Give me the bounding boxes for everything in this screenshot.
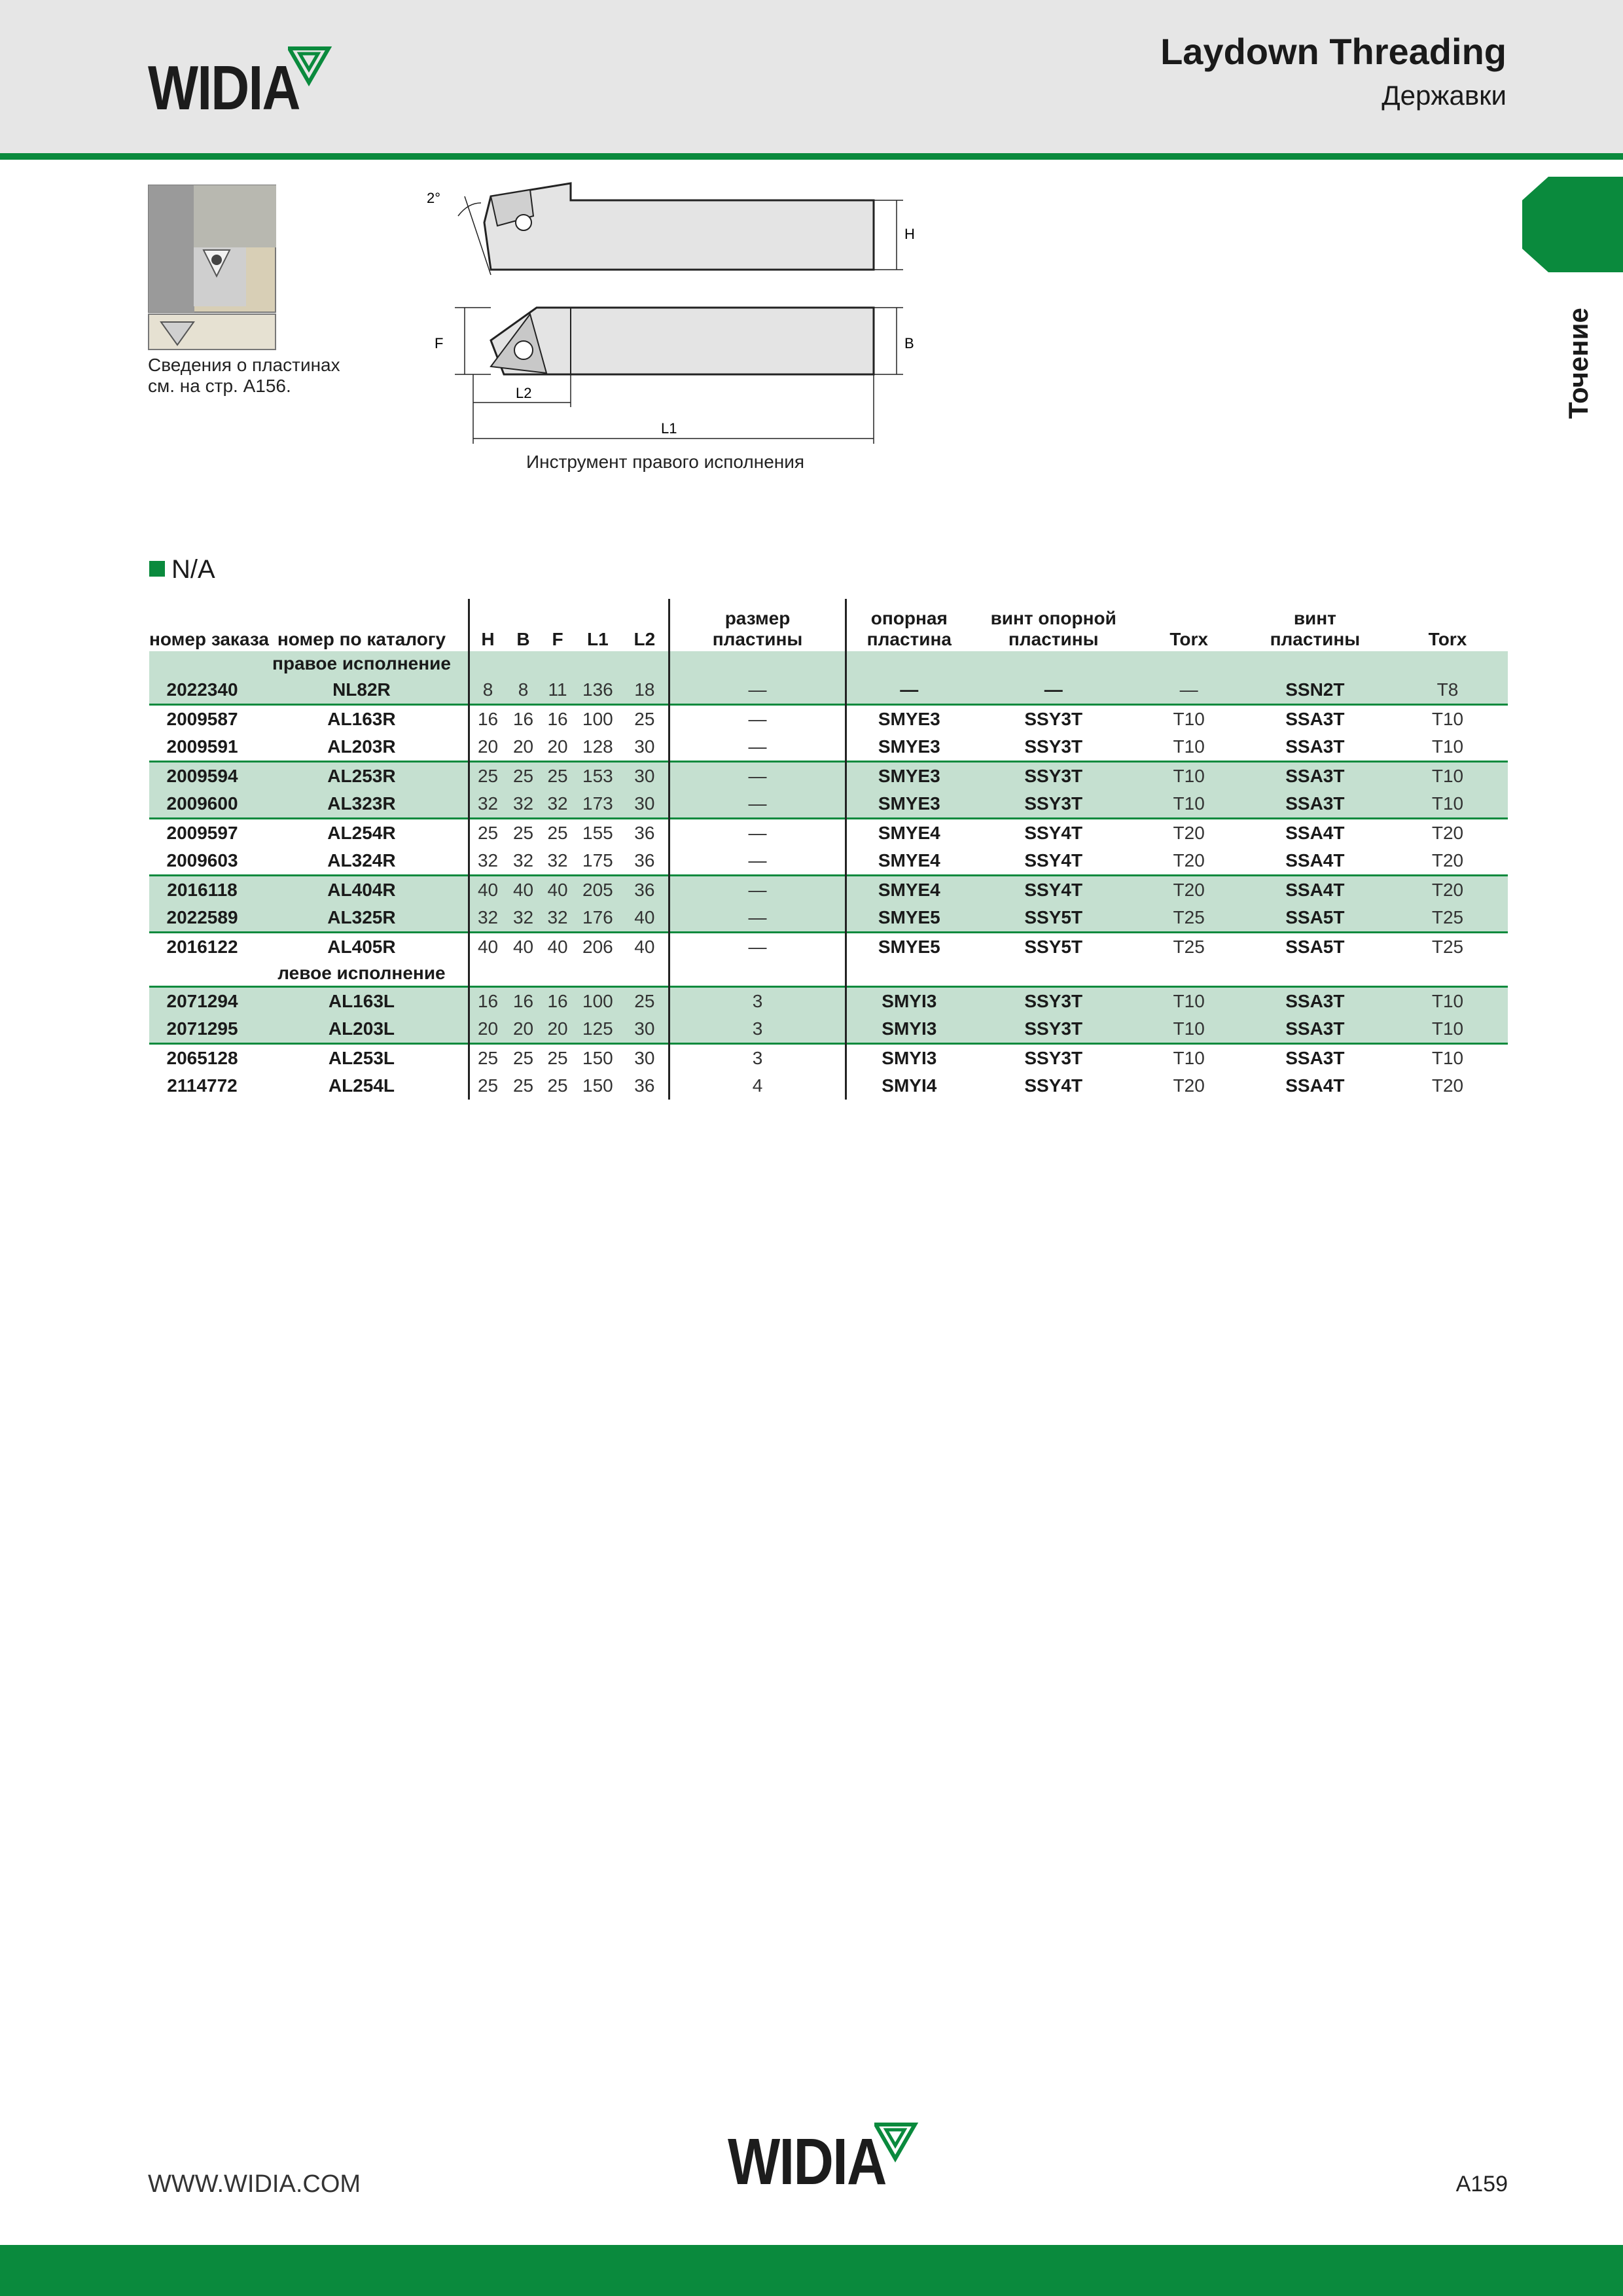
table-cell: T10	[1387, 762, 1508, 791]
table-cell: SSY5T	[972, 904, 1135, 933]
table-cell: T25	[1387, 904, 1508, 933]
table-cell: SSY3T	[972, 762, 1135, 791]
table-cell	[149, 961, 255, 987]
table-cell: 2009587	[149, 705, 255, 734]
page-subtitle: Державки	[1382, 80, 1507, 111]
table-cell: SSA3T	[1243, 705, 1387, 734]
table-cell	[972, 961, 1135, 987]
table-cell: 16	[469, 987, 506, 1016]
table-row	[149, 819, 1508, 848]
col-order-no: номер заказа	[149, 629, 269, 649]
table-cell: 25	[620, 705, 669, 734]
table-cell: 2009594	[149, 762, 255, 791]
table-cell: AL163L	[255, 987, 469, 1016]
table-cell: —	[669, 676, 846, 705]
table-cell: 40	[469, 876, 506, 905]
table-cell: T20	[1387, 876, 1508, 905]
table-cell: —	[1135, 676, 1243, 705]
toolholder-drawing	[419, 177, 929, 452]
table-row	[149, 876, 1508, 905]
table-cell: T20	[1387, 819, 1508, 848]
table-cell: 173	[575, 790, 620, 819]
table-cell: 150	[582, 1075, 613, 1096]
table-cell: 3	[669, 1044, 846, 1073]
table-row	[149, 847, 1508, 876]
table-cell: SSY4T	[972, 819, 1135, 848]
table-cell: 2022589	[149, 904, 255, 933]
table-cell: —	[669, 705, 846, 734]
table-cell: AL324R	[327, 850, 396, 870]
table-cell: 2016122	[149, 933, 255, 961]
table-subheader-row	[149, 961, 1508, 987]
table-cell: 40	[620, 904, 669, 933]
table-cell: T20	[1431, 1075, 1464, 1096]
table-cell	[575, 651, 620, 676]
table-cell: SSY4T	[1024, 1075, 1083, 1096]
table-cell: SSY3T	[972, 1044, 1135, 1073]
table-cell: 32	[506, 904, 541, 933]
table-cell: T20	[1431, 850, 1464, 870]
table-cell: 32	[547, 850, 568, 870]
table-cell: 40	[506, 876, 541, 905]
table-cell: 25	[541, 819, 575, 848]
table-cell: 30	[620, 1015, 669, 1044]
table-cell: SSA5T	[1243, 904, 1387, 933]
table-cell: 30	[620, 762, 669, 791]
table-cell: AL253R	[255, 762, 469, 791]
table-cell: SMYI4	[846, 1072, 972, 1100]
table-cell: 176	[575, 904, 620, 933]
table-cell: SSA4T	[1285, 1075, 1345, 1096]
table-cell: 25	[547, 1075, 568, 1096]
table-cell	[1243, 651, 1387, 676]
table-cell: SMYI3	[846, 987, 972, 1016]
col-shim: опорная пластина	[846, 599, 972, 651]
table-cell: T8	[1387, 676, 1508, 705]
table-row	[149, 676, 1508, 705]
table-cell: AL203L	[255, 1015, 469, 1044]
col-insert-screw: винт пластины	[1270, 608, 1361, 649]
table-cell: SSA3T	[1285, 736, 1345, 757]
table-cell: 2071294	[149, 987, 255, 1016]
table-cell: SMYE5	[846, 933, 972, 961]
table-cell: AL203R	[327, 736, 396, 757]
table-cell: SMYE3	[846, 705, 972, 734]
table-cell: 36	[634, 1075, 655, 1096]
table-cell: 16	[541, 705, 575, 734]
table-cell: 32	[541, 904, 575, 933]
table-cell	[1135, 961, 1243, 987]
table-cell: SSY3T	[972, 705, 1135, 734]
table-cell: 25	[469, 1044, 506, 1073]
table-cell: 205	[575, 876, 620, 905]
table-cell: SMYE5	[846, 904, 972, 933]
table-cell	[620, 651, 669, 676]
page-number: A159	[1455, 2172, 1508, 2197]
table-cell: 25	[506, 819, 541, 848]
table-cell: 40	[541, 876, 575, 905]
table-cell: T10	[1135, 705, 1243, 734]
table-cell: 25	[469, 1072, 506, 1100]
table-cell: 8	[469, 676, 506, 705]
table-cell: T25	[1387, 933, 1508, 961]
table-cell: T10	[1135, 790, 1243, 819]
table-row	[149, 987, 1508, 1016]
svg-text:L1: L1	[661, 420, 677, 437]
table-cell: 100	[575, 987, 620, 1016]
table-cell: 32	[512, 850, 534, 870]
table-cell: SSY5T	[972, 933, 1135, 961]
table-cell: AL325R	[255, 904, 469, 933]
table-cell: 32	[541, 790, 575, 819]
footer-widia-logo: WIDIA	[728, 2125, 886, 2198]
table-cell: AL254L	[328, 1075, 395, 1096]
table-row	[149, 1072, 1508, 1100]
table-cell	[1387, 651, 1508, 676]
table-cell: 175	[582, 850, 613, 870]
col-h: H	[469, 599, 506, 651]
table-cell: 20	[469, 1015, 506, 1044]
table-cell: 36	[620, 876, 669, 905]
table-cell: 32	[469, 904, 506, 933]
table-row	[149, 904, 1508, 933]
col-torx-2: Torx	[1428, 629, 1467, 649]
table-cell: 25	[506, 762, 541, 791]
table-cell: 16	[506, 705, 541, 734]
table-cell: 30	[620, 1044, 669, 1073]
table-cell	[972, 651, 1135, 676]
table-cell: T10	[1135, 1044, 1243, 1073]
table-cell: SSY4T	[972, 876, 1135, 905]
table-cell: 3	[669, 987, 846, 1016]
table-cell: 2016118	[149, 876, 255, 905]
svg-text:B: B	[904, 335, 914, 351]
table-cell: 2065128	[149, 1044, 255, 1073]
table-cell: SSY3T	[972, 790, 1135, 819]
table-cell: 2114772	[167, 1075, 238, 1096]
table-cell: 11	[541, 676, 575, 705]
table-cell: 30	[620, 790, 669, 819]
insert-photo	[148, 185, 276, 351]
table-cell: SSA5T	[1243, 933, 1387, 961]
table-cell: 32	[469, 847, 506, 876]
table-cell	[669, 961, 846, 987]
section-tab-label: Точение	[1563, 308, 1594, 419]
col-b: B	[516, 629, 530, 649]
table-cell: AL163R	[255, 705, 469, 734]
table-cell: 16	[541, 987, 575, 1016]
table-cell: —	[669, 819, 846, 848]
table-cell	[669, 651, 846, 676]
table-cell: T25	[1135, 904, 1243, 933]
table-cell: 3	[669, 1015, 846, 1044]
table-row	[149, 733, 1508, 762]
svg-text:2°: 2°	[427, 190, 441, 206]
table-cell: 125	[575, 1015, 620, 1044]
section-title: N/A	[149, 555, 215, 584]
table-cell: 16	[469, 705, 506, 734]
table-cell: SSA3T	[1243, 987, 1387, 1016]
table-cell: SMYI3	[846, 1015, 972, 1044]
footer-website: WWW.WIDIA.COM	[148, 2170, 361, 2198]
section-tab-marker	[1522, 177, 1623, 272]
table-cell: 4	[669, 1072, 846, 1100]
table-cell: SSY4T	[1024, 850, 1083, 870]
table-cell: AL404R	[255, 876, 469, 905]
table-cell: 32	[506, 790, 541, 819]
table-cell	[620, 961, 669, 987]
table-cell: SMYE4	[846, 847, 972, 876]
section-marker-icon	[149, 561, 165, 577]
page-title: Laydown Threading	[1160, 31, 1507, 72]
table-cell: T10	[1387, 1044, 1508, 1073]
table-cell: 25	[469, 819, 506, 848]
widia-logo: WIDIA	[148, 53, 300, 123]
table-cell: 25	[620, 987, 669, 1016]
col-l1: L1	[587, 629, 609, 649]
table-cell: 2009591	[166, 736, 238, 757]
table-cell: —	[669, 933, 846, 961]
table-row	[149, 762, 1508, 791]
table-cell: 32	[469, 790, 506, 819]
table-header-row	[149, 599, 1508, 651]
table-cell: 206	[575, 933, 620, 961]
col-insert-size: размер пластины	[669, 599, 846, 651]
svg-text:L2: L2	[516, 385, 532, 401]
table-cell: SMYE3	[846, 733, 972, 762]
table-row	[149, 1044, 1508, 1073]
table-cell: —	[846, 676, 972, 705]
table-cell	[1387, 961, 1508, 987]
svg-text:H: H	[904, 226, 915, 242]
table-cell: —	[972, 676, 1135, 705]
table-cell: AL405R	[255, 933, 469, 961]
footer-bar	[0, 2245, 1623, 2296]
table-cell: 40	[469, 933, 506, 961]
table-cell: T10	[1431, 736, 1464, 757]
table-cell: 2022340	[149, 676, 255, 705]
table-cell	[846, 961, 972, 987]
hand-label: левое исполнение	[277, 963, 446, 983]
table-cell: —	[669, 904, 846, 933]
table-cell: —	[669, 790, 846, 819]
table-cell: 20	[469, 733, 506, 762]
table-cell: 8	[506, 676, 541, 705]
table-row	[149, 1015, 1508, 1044]
table-cell: 25	[512, 1075, 534, 1096]
header-divider	[0, 153, 1623, 160]
table-cell: SSA3T	[1243, 1015, 1387, 1044]
table-cell: 25	[469, 762, 506, 791]
table-cell: 40	[541, 933, 575, 961]
table-cell: 40	[506, 933, 541, 961]
table-cell: 136	[575, 676, 620, 705]
col-shim-screw: винт опорной пластины	[990, 608, 1116, 649]
table-cell: T10	[1387, 1015, 1508, 1044]
col-l2: L2	[633, 629, 656, 649]
table-cell: 20	[506, 1015, 541, 1044]
table-cell: T10	[1387, 987, 1508, 1016]
svg-text:F: F	[435, 335, 444, 351]
table-cell: 25	[541, 762, 575, 791]
table-cell: T10	[1387, 790, 1508, 819]
table-cell: 20	[512, 736, 534, 757]
table-cell: 2009600	[149, 790, 255, 819]
table-cell: 20	[547, 736, 568, 757]
table-cell	[1135, 651, 1243, 676]
table-cell: T20	[1135, 819, 1243, 848]
table-cell: T10	[1173, 736, 1205, 757]
table-cell	[1243, 961, 1387, 987]
table-cell: SMYE4	[846, 876, 972, 905]
table-cell: AL253L	[255, 1044, 469, 1073]
footer-widia-logo-mark-icon	[874, 2122, 920, 2162]
table-cell: 30	[634, 736, 655, 757]
table-cell: 153	[575, 762, 620, 791]
table-cell: 16	[506, 987, 541, 1016]
table-cell: SMYE3	[846, 790, 972, 819]
table-cell	[506, 961, 541, 987]
table-cell: 25	[506, 1044, 541, 1073]
col-catalog-no: номер по каталогу	[277, 629, 446, 649]
table-cell: SSY3T	[972, 1015, 1135, 1044]
table-cell: 100	[575, 705, 620, 734]
table-cell: SMYE3	[846, 762, 972, 791]
widia-logo-mark-icon	[288, 46, 334, 86]
table-cell: 36	[620, 819, 669, 848]
table-cell: SSA3T	[1243, 790, 1387, 819]
table-cell: 155	[575, 819, 620, 848]
table-cell: T10	[1135, 1015, 1243, 1044]
table-cell: SSA4T	[1243, 819, 1387, 848]
col-f: F	[552, 629, 563, 649]
table-cell	[575, 961, 620, 987]
table-cell	[846, 651, 972, 676]
table-cell: AL254R	[255, 819, 469, 848]
table-cell: 150	[575, 1044, 620, 1073]
table-cell: T10	[1387, 705, 1508, 734]
table-cell: 2071295	[149, 1015, 255, 1044]
table-cell: 40	[620, 933, 669, 961]
table-cell: T20	[1173, 1075, 1205, 1096]
table-cell: SSA4T	[1285, 850, 1345, 870]
table-cell: SSN2T	[1243, 676, 1387, 705]
table-cell: SMYI3	[846, 1044, 972, 1073]
table-subheader-row	[149, 651, 1508, 676]
table-cell: SMYE4	[846, 819, 972, 848]
table-cell: NL82R	[255, 676, 469, 705]
table-cell: T25	[1135, 933, 1243, 961]
table-cell	[469, 651, 506, 676]
table-cell: T10	[1135, 762, 1243, 791]
table-cell: SSY3T	[972, 987, 1135, 1016]
col-torx: Torx	[1169, 629, 1208, 649]
table-cell: T10	[1135, 987, 1243, 1016]
table-cell: SSA3T	[1243, 762, 1387, 791]
table-cell: 36	[634, 850, 655, 870]
table-cell: 18	[620, 676, 669, 705]
insert-reference-note: Сведения о пластинах см. на стр. A156.	[148, 355, 340, 396]
table-cell	[469, 961, 506, 987]
table-row	[149, 790, 1508, 819]
table-row	[149, 705, 1508, 734]
toolholder-table	[149, 599, 1508, 1100]
table-cell: —	[669, 733, 846, 762]
table-cell	[149, 651, 255, 676]
table-cell: SSA4T	[1243, 876, 1387, 905]
table-cell: 20	[541, 1015, 575, 1044]
table-cell: T20	[1173, 850, 1205, 870]
table-cell: —	[669, 762, 846, 791]
table-cell: —	[669, 876, 846, 905]
table-cell	[506, 651, 541, 676]
table-cell: 2009603	[166, 850, 238, 870]
table-cell: T20	[1135, 876, 1243, 905]
table-cell: 25	[541, 1044, 575, 1073]
table-cell: —	[669, 847, 846, 876]
table-cell: 128	[582, 736, 613, 757]
table-cell	[541, 961, 575, 987]
table-cell: SSA3T	[1243, 1044, 1387, 1073]
hand-label: правое исполнение	[255, 651, 469, 676]
table-row	[149, 933, 1508, 961]
table-cell	[541, 651, 575, 676]
table-cell: SSY3T	[1024, 736, 1083, 757]
drawing-caption: Инструмент правого исполнения	[526, 452, 805, 472]
table-cell: AL323R	[255, 790, 469, 819]
table-cell: 2009597	[149, 819, 255, 848]
